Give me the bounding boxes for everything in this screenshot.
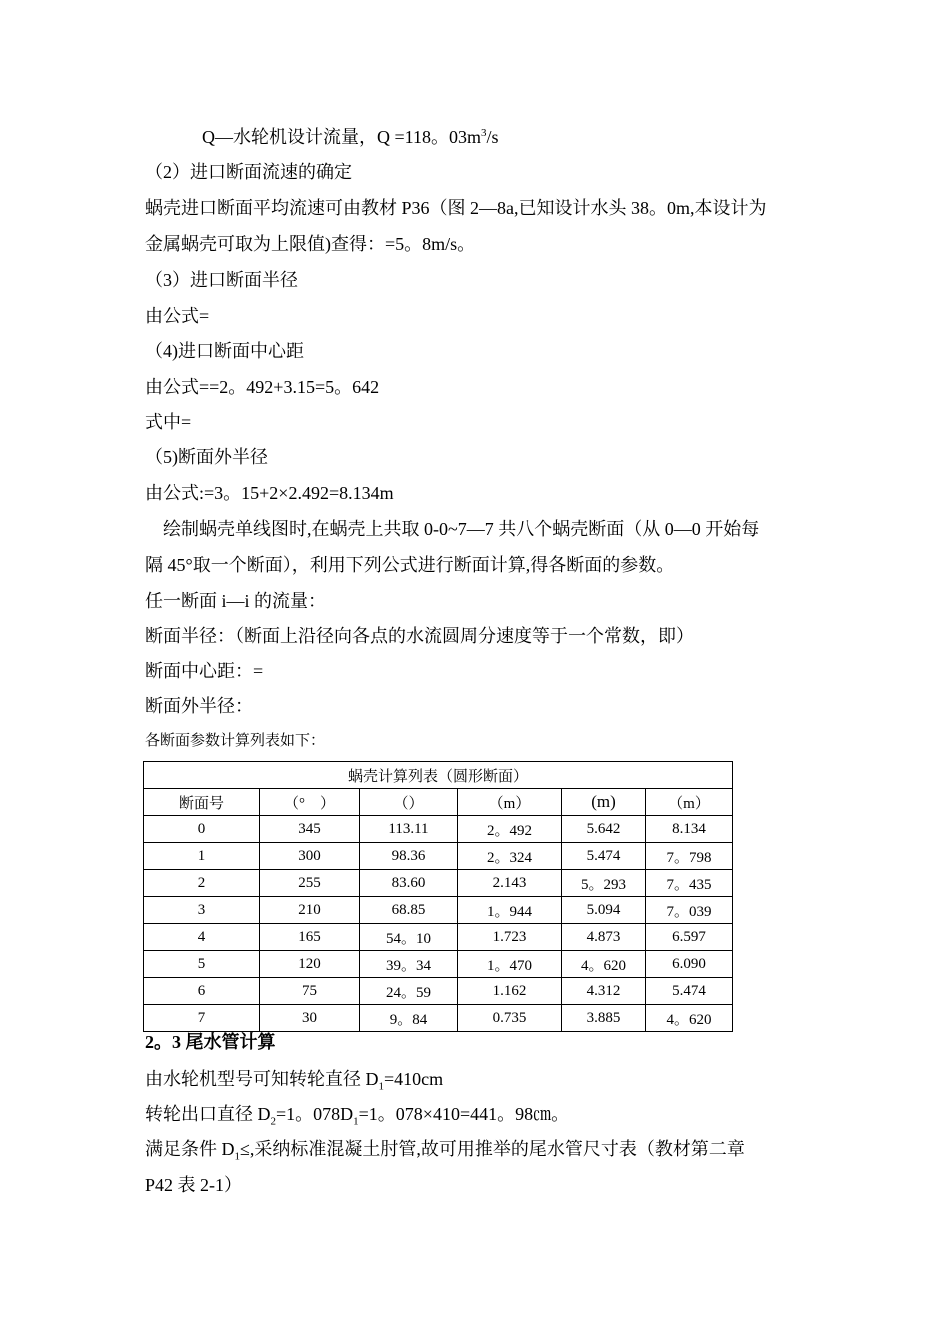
section-outer-radius-line: 断面外半径： <box>145 696 253 716</box>
center-distance-heading: （4)进口断面中心距 <box>145 341 304 361</box>
condition-line-1: 满足条件 $D_1\le$,采纳标准混凝土肘管,故可用推举的尾水管尺寸表（教材第二章 <box>145 1139 745 1163</box>
table-cell: 1。470 <box>458 951 562 978</box>
table-header-row <box>144 789 733 816</box>
table-row <box>144 978 733 1005</box>
table-cell: 2。324 <box>458 843 562 870</box>
center-distance-formula: 由公式==2。492+3.15=5。642 <box>145 377 380 397</box>
table-cell: 5.642 <box>562 816 646 843</box>
outer-radius-formula: 由公式:=3。15+2×2.492=8.134m <box>145 483 394 503</box>
inlet-velocity-heading: （2）进口断面流速的确定 <box>145 162 352 182</box>
table-cell: 7。798 <box>646 843 733 870</box>
outer-radius-heading: （5)断面外半径 <box>145 447 268 467</box>
table-cell: 4 <box>144 924 260 951</box>
table-cell: 1.162 <box>458 978 562 1005</box>
table-header-cell: 断面号 <box>144 789 260 816</box>
table-header-cell: （m） <box>458 789 562 816</box>
table-cell: 8.134 <box>646 816 733 843</box>
section-flow-line: 任一断面 i—i 的流量： <box>145 591 327 611</box>
table-cell: 3.885 <box>562 1005 646 1032</box>
table-cell: 30 <box>260 1005 360 1032</box>
spiral-case-table <box>143 761 733 1032</box>
table-cell: 4。620 <box>646 1005 733 1032</box>
inlet-velocity-text-1: 蜗壳进口断面平均流速可由教材 P36（图 2—8a,已知设计水头 38。0m,本设计为 <box>145 198 767 218</box>
table-header-cell: （） <box>360 789 458 816</box>
flow-definition-line: Q—水轮机设计流量，Q =118。$03m^3/s$ <box>202 127 499 147</box>
section-radius-line: 断面半径：（断面上沿径向各点的水流圆周分速度等于一个常数，即） <box>145 626 694 646</box>
tailrace-heading: 2。3 尾水管计算 <box>145 1032 276 1052</box>
outlet-diameter-line: 转轮出口直径 $D_2=1$。$078D_1=1$。078×410=441。98㎝。 <box>145 1104 570 1128</box>
table-cell: 0 <box>144 816 260 843</box>
table-cell: 4.873 <box>562 924 646 951</box>
table-cell: 4。620 <box>562 951 646 978</box>
table-cell: 0.735 <box>458 1005 562 1032</box>
table-cell: 2.143 <box>458 870 562 897</box>
table-cell: 4.312 <box>562 978 646 1005</box>
table-cell: 7 <box>144 1005 260 1032</box>
table-cell: 6 <box>144 978 260 1005</box>
inlet-velocity-text-2: 金属蜗壳可取为上限值)查得：=5。8m/s。 <box>145 234 476 254</box>
table-row <box>144 924 733 951</box>
table-cell: 165 <box>260 924 360 951</box>
table-cell: 7。435 <box>646 870 733 897</box>
table-cell: 24。59 <box>360 978 458 1005</box>
table-cell: 210 <box>260 897 360 924</box>
table-cell: 98.36 <box>360 843 458 870</box>
table-cell: 7。039 <box>646 897 733 924</box>
table-cell: 2 <box>144 870 260 897</box>
table-cell: 6.597 <box>646 924 733 951</box>
table-cell: 5。293 <box>562 870 646 897</box>
table-row <box>144 843 733 870</box>
table-row <box>144 951 733 978</box>
table-cell: 54。10 <box>360 924 458 951</box>
table-intro: 各断面参数计算列表如下： <box>145 733 326 749</box>
table-cell: 2。492 <box>458 816 562 843</box>
table-cell: 255 <box>260 870 360 897</box>
table-cell: 5.474 <box>646 978 733 1005</box>
table-cell: 83.60 <box>360 870 458 897</box>
table-row <box>144 816 733 843</box>
inlet-radius-formula: 由公式= <box>145 306 210 326</box>
where-line: 式中= <box>145 412 192 432</box>
table-caption: 蜗壳计算列表（圆形断面） <box>144 762 733 789</box>
section-description-1: 绘制蜗壳单线图时,在蜗壳上共取 0-0~7—7 共八个蜗壳断面（从 0—0 开始每 <box>163 519 760 539</box>
table-cell: 9。84 <box>360 1005 458 1032</box>
table-row <box>144 870 733 897</box>
table-cell: 39。34 <box>360 951 458 978</box>
table-cell: 113.11 <box>360 816 458 843</box>
table-cell: 5.094 <box>562 897 646 924</box>
table-cell: 5 <box>144 951 260 978</box>
section-center-line: 断面中心距：= <box>145 661 264 681</box>
section-description-2: 隔 45°取一个断面），利用下列公式进行断面计算,得各断面的参数。 <box>145 555 675 575</box>
table-row <box>144 897 733 924</box>
table-cell: 75 <box>260 978 360 1005</box>
table-cell: 1.723 <box>458 924 562 951</box>
table-header-cell: （° ） <box>260 789 360 816</box>
table-cell: 3 <box>144 897 260 924</box>
table-body <box>144 816 733 1032</box>
table-cell: 6.090 <box>646 951 733 978</box>
condition-line-2: P42 表 2-1） <box>145 1175 243 1195</box>
inlet-radius-heading: （3）进口断面半径 <box>145 270 298 290</box>
table-cell: 300 <box>260 843 360 870</box>
table-cell: 1 <box>144 843 260 870</box>
table-cell: 120 <box>260 951 360 978</box>
runner-diameter-line: 由水轮机型号可知转轮直径 $D_1=410cm$ <box>145 1069 444 1093</box>
table-header-cell: （m） <box>646 789 733 816</box>
table-cell: 1。944 <box>458 897 562 924</box>
table-cell: 345 <box>260 816 360 843</box>
table-cell: 68.85 <box>360 897 458 924</box>
table-header-cell: (m) <box>562 789 646 816</box>
table-cell: 5.474 <box>562 843 646 870</box>
table-row <box>144 1005 733 1032</box>
